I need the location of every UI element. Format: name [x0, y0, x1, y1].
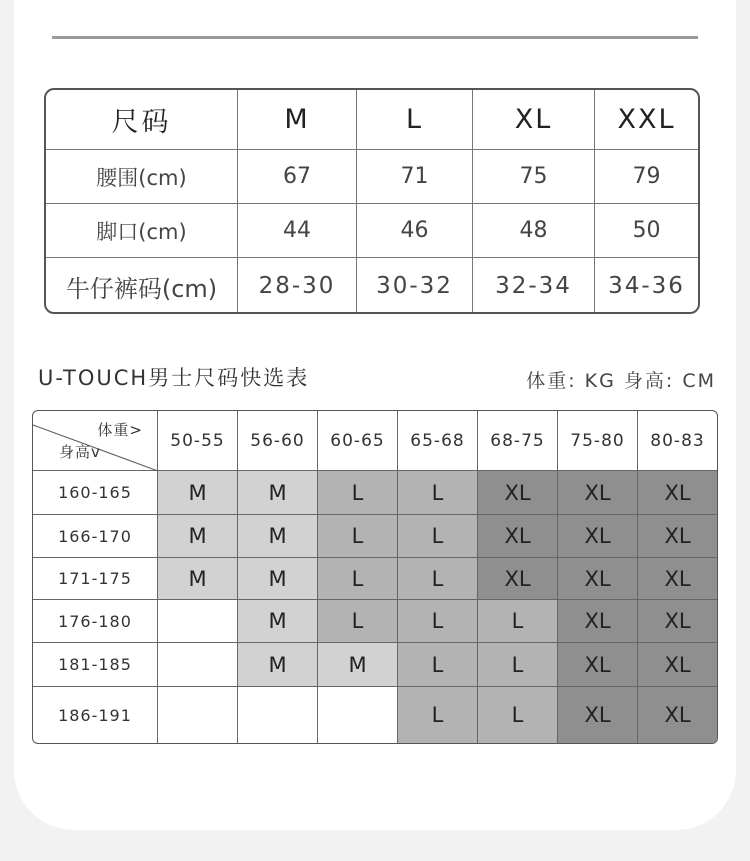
top-divider [52, 36, 698, 39]
size-cell: L [318, 558, 398, 599]
corner-height-label: 身高v [59, 443, 101, 461]
size-cell: L [478, 687, 558, 743]
size-cell: M [158, 471, 238, 514]
quick-size-grid [32, 410, 718, 744]
header-l: L [357, 90, 473, 149]
size-cell: XL [638, 687, 717, 743]
weight-range-header: 56-60 [238, 411, 318, 470]
size-cell: L [398, 687, 478, 743]
size-cell: XL [558, 471, 638, 514]
weight-range-header: 80-83 [650, 430, 705, 451]
size-cell: XL [478, 515, 558, 557]
grid-header-row [33, 411, 717, 471]
corner-weight-label: 体重> [97, 421, 143, 439]
table-row-hem [46, 204, 698, 258]
size-cell: XL [558, 687, 638, 743]
grid-row [33, 471, 717, 515]
size-cell: L [398, 643, 478, 686]
table-cell: 50 [632, 218, 661, 243]
table-cell: 32-34 [473, 258, 595, 314]
grid-row [33, 558, 717, 600]
table-cell: 46 [357, 204, 473, 257]
header-size: 尺码 [46, 90, 238, 149]
table-cell: 30-32 [357, 258, 473, 314]
size-table [44, 88, 700, 314]
size-cell: L [398, 558, 478, 599]
weight-range-header: 60-65 [318, 411, 398, 470]
size-cell [238, 687, 318, 743]
size-cell: L [318, 471, 398, 514]
height-range-label: 171-175 [33, 558, 158, 599]
size-cell: L [478, 600, 558, 642]
size-cell: M [318, 643, 398, 686]
size-cell: L [478, 643, 558, 686]
corner-cell [33, 411, 158, 470]
table-cell: 71 [357, 150, 473, 203]
height-range-label: 186-191 [33, 687, 158, 743]
weight-range-header: 65-68 [398, 411, 478, 470]
size-cell: XL [558, 643, 638, 686]
table-cell: 28-30 [238, 258, 357, 314]
size-cell [158, 600, 238, 642]
weight-range-header: 75-80 [558, 411, 638, 470]
size-cell: L [318, 600, 398, 642]
size-cell: XL [638, 558, 717, 599]
size-cell: M [158, 558, 238, 599]
header-m: M [238, 90, 357, 149]
table-cell: 34-36 [608, 273, 685, 299]
size-cell: XL [638, 515, 717, 557]
table-row-jeans-size [46, 258, 698, 314]
table-cell: 75 [473, 150, 595, 203]
size-cell: L [398, 600, 478, 642]
size-cell: L [398, 471, 478, 514]
size-cell: XL [638, 600, 717, 642]
table-cell: 67 [238, 150, 357, 203]
quick-chart-units: 体重: KG 身高: CM [526, 370, 716, 392]
row-label: 脚口(cm) [46, 204, 238, 257]
quick-chart-title: U-TOUCH男士尺码快选表 [38, 366, 310, 390]
size-cell: M [158, 515, 238, 557]
size-cell [158, 687, 238, 743]
size-cell: XL [478, 471, 558, 514]
size-cell: XL [558, 515, 638, 557]
header-xl: XL [473, 90, 595, 149]
height-range-label: 160-165 [33, 471, 158, 514]
table-row-waist [46, 150, 698, 204]
size-cell [318, 687, 398, 743]
grid-row [33, 600, 717, 643]
size-cell: M [238, 471, 318, 514]
size-cell [158, 643, 238, 686]
size-cell: M [238, 515, 318, 557]
grid-row [33, 687, 717, 743]
size-cell: L [398, 515, 478, 557]
weight-range-header: 68-75 [478, 411, 558, 470]
size-cell: L [318, 515, 398, 557]
size-cell: XL [638, 643, 717, 686]
row-label: 腰围(cm) [46, 150, 238, 203]
size-cell: M [238, 600, 318, 642]
size-table-header [46, 90, 698, 150]
grid-row [33, 515, 717, 558]
table-cell: 48 [473, 204, 595, 257]
height-range-label: 181-185 [33, 643, 158, 686]
size-cell: XL [478, 558, 558, 599]
weight-range-header: 50-55 [158, 411, 238, 470]
table-cell: 79 [632, 164, 661, 189]
size-cell: XL [558, 600, 638, 642]
height-range-label: 166-170 [33, 515, 158, 557]
size-cell: XL [638, 471, 717, 514]
height-range-label: 176-180 [33, 600, 158, 642]
size-cell: M [238, 558, 318, 599]
size-cell: XL [558, 558, 638, 599]
size-cell: M [238, 643, 318, 686]
grid-row [33, 643, 717, 687]
header-xxl: XXL [617, 104, 676, 135]
table-cell: 44 [238, 204, 357, 257]
row-label: 牛仔裤码(cm) [46, 258, 238, 314]
